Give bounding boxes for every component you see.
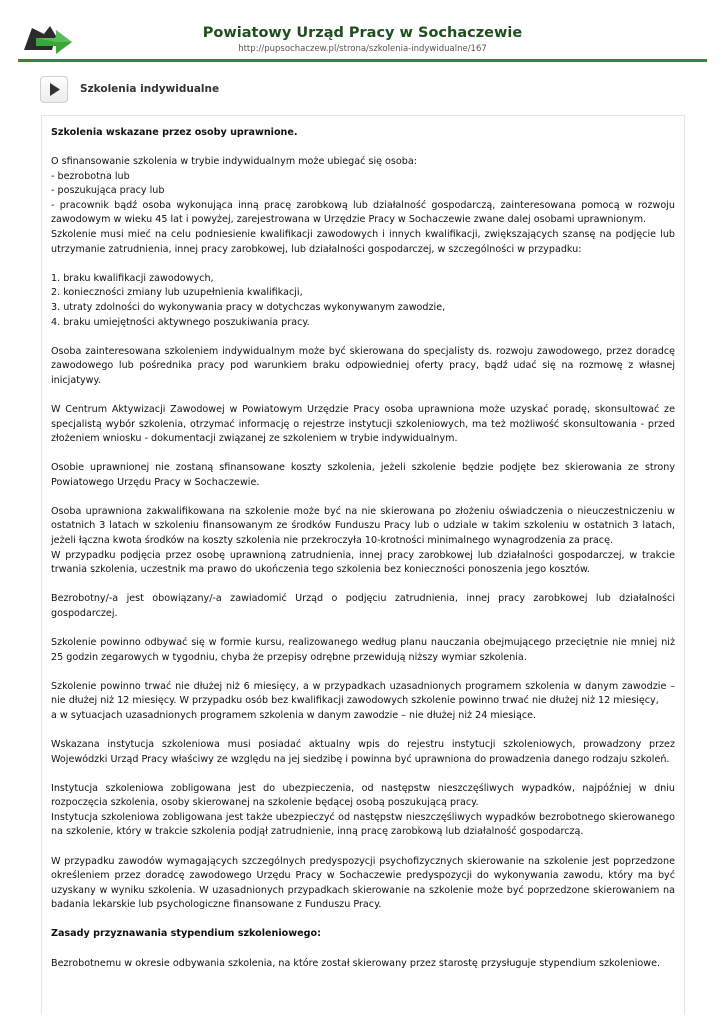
page-url[interactable]: http://pupsochaczew.pl/strona/szkolenia-indywidualne/167 — [238, 44, 487, 54]
paragraph-statement — [51, 505, 675, 578]
paragraph-caz: W Centrum Aktywizacji Zawodowej w Powiatowym Urzędzie Pracy osoba uprawniona może uzyskać poradę, skonsultować ze specjalistą wybór szkolenia, otrzymać informację o rejestrze instytucji szkoleniowych, ma też możliwość skonsultowania - przed złożeniem wniosku - dokumentacji związanej ze szkoleniem w trybie indywidualnym. — [51, 403, 675, 445]
insurance-jobseeker: Instytucja szkoleniowa zobligowana jest do ubezpieczenia, od następstw nieszczęśliwych wypadków, najpóźniej w dniu rozpoczęcia szkolenia, osoby skierowanej na szkolenie będącej osobą poszukującą pracy. — [51, 782, 675, 809]
duration-text: Szkolenie powinno trwać nie dłużej niż 6 miesięcy, a w przypadkach uzasadnionych programem szkolenia w danym zawodzie – nie dłużej niż 12 miesięcy. W przypadku osób bez kwalifikacji zawodowych szkolenie powinno trwać nie dłużej niż 12 miesięcy, — [51, 680, 675, 707]
paragraph-stipend: Bezrobotnemu w okresie odbywania szkolenia, na które został skierowany przez starostę przysługuje stypendium szkoleniowe. — [51, 957, 661, 969]
site-title: Powiatowy Urząd Pracy w Sochaczewie — [202, 25, 523, 41]
list-item: 2. konieczności zmiany lub uzupełnienia kwalifikacji, — [51, 287, 303, 299]
article-heading-eligible: Szkolenia wskazane przez osoby uprawnione. — [51, 127, 298, 138]
list-item: 1. braku kwalifikacji zawodowych, — [51, 272, 214, 284]
eligibility-item-unemployed: - bezrobotna lub — [51, 170, 130, 182]
section-title: Szkolenia indywidualne — [80, 83, 220, 95]
employment-during-training: W przypadku podjęcia przez osobę uprawnioną zatrudnienia, innej pracy zarobkowej lub działalności gospodarczej, w trakcie trwania szkolenia, uczestnik ma prawo do ukończenia tego szkolenia bez konieczności ponoszenia jego kosztów. — [51, 549, 675, 576]
statement-text: Osoba uprawniona zakwalifikowana na szkolenie może być na nie skierowana po złożeniu oświadczenia o nieuczestniczeniu w ostatnich 3 latach w szkoleniu finansowanym ze środków Funduszu Pracy lub o udziale w takim szkoleniu w ostatnich 3 latach, jeżeli łączna kwota środków na koszty szkolenia nie przekroczyła 10-krotności minimalnego wynagrodzenia za pracę. — [51, 505, 675, 547]
paragraph-duration — [51, 680, 675, 724]
eligibility-paragraph — [51, 155, 675, 257]
paragraph-no-referral: Osobie uprawnionej nie zostaną sfinansowane koszty szkolenia, jeżeli szkolenie będzie podjęte bez skierowania ze strony Powiatowego Urzędu Pracy w Sochaczewie. — [51, 462, 675, 488]
article-content — [41, 115, 685, 1015]
page-header — [0, 0, 725, 62]
training-purpose: Szkolenie musi mieć na celu podniesienie kwalifikacji zawodowych i innych kwalifikacji, zwiększających szansę na podjęcie lub utrzymanie zatrudnienia, innej pracy zarobkowej, lub działalności gospodarczej, w szczególności w przypadku: — [51, 229, 675, 255]
eligibility-item-jobseeker: - poszukująca pracy lub — [51, 185, 165, 197]
paragraph-registry: Wskazana instytucja szkoleniowa musi posiadać aktualny wpis do rejestru instytucji szkoleniowych, prowadzony przez Wojewódzki Urząd Pracy właściwy ze względu na jej siedzibę i powinna być uprawniona do prowadzenia danego rodzaju szkoleń. — [51, 739, 675, 765]
eligibility-intro: O sfinansowanie szkolenia w trybie indywidualnym może ubiegać się osoba: — [51, 156, 418, 168]
paragraph-predispositions: W przypadku zawodów wymagających szczególnych predyspozycji psychofizycznych skierowanie na szkolenie jest poprzedzone określeniem przez doradcę zawodowego Urzędu Pracy w Sochaczewie predyspozycji do wykonywania zawodu, który ma być uzyskany w wyniku szkolenia. W uzasadnionych przypadkach skierowanie na szkolenie może być poprzedzone skierowaniem na badania lekarskie lub psychologiczne finansowane z Funduszu Pracy. — [51, 855, 675, 911]
insurance-unemployed: Instytucja szkoleniowa zobligowana jest także ubezpieczyć od następstw nieszczęśliwych wypadków bezrobotnego skierowanego na szkolenie, który w trakcie szkolenia podjął zatrudnienie, inną pracę zarobkową lub działalność gospodarczą. — [51, 811, 675, 838]
list-item: 4. braku umiejętności aktywnego poszukiwania pracy. — [51, 316, 310, 328]
eligibility-item-employee: - pracownik bądź osoba wykonująca inną pracę zarobkową lub działalność gospodarczą, zainteresowana pomocą w rozwoju zawodowym w wieku 45 lat i powyżej, zarejestrowana w Urzędzie Pracy w Sochaczewie zwane dalej osobami uprawnionym. — [51, 199, 675, 226]
header-divider — [18, 59, 707, 62]
duration-extended: a w sytuacjach uzasadnionych programem szkolenia w danym zawodzie – nie dłużej niż 24 miesiące. — [51, 709, 537, 721]
paragraph-course-form: Szkolenie powinno odbywać się w formie kursu, realizowanego według planu nauczania obejmującego przeciętnie nie mniej niż 25 godzin zegarowych w tygodniu, chyba że przepisy odrębne przewidują niższy wymiar szkolenia. — [51, 637, 675, 663]
paragraph-specialist: Osoba zainteresowana szkoleniem indywidualnym może być skierowana do specjalisty ds. rozwoju zawodowego, przez doradcę zawodowego lub pośrednika pracy pod warunkiem braku odpowiedniej oferty pracy, bądź udać się na rozmowę z własnej inicjatywy. — [51, 345, 675, 386]
paragraph-notify: Bezrobotny/-a jest obowiązany/-a zawiadomić Urząd o podjęciu zatrudnienia, innej pracy zarobkowej lub działalności gospodarczej. — [51, 593, 675, 619]
cases-list — [51, 272, 675, 330]
paragraph-insurance — [51, 782, 675, 840]
article-heading-stipend: Zasady przyznawania stypendium szkoleniowego: — [51, 928, 321, 940]
section-arrow-icon — [40, 76, 68, 103]
list-item: 3. utraty zdolności do wykonywania pracy w dotychczas wykonywanym zawodzie, — [51, 301, 446, 313]
